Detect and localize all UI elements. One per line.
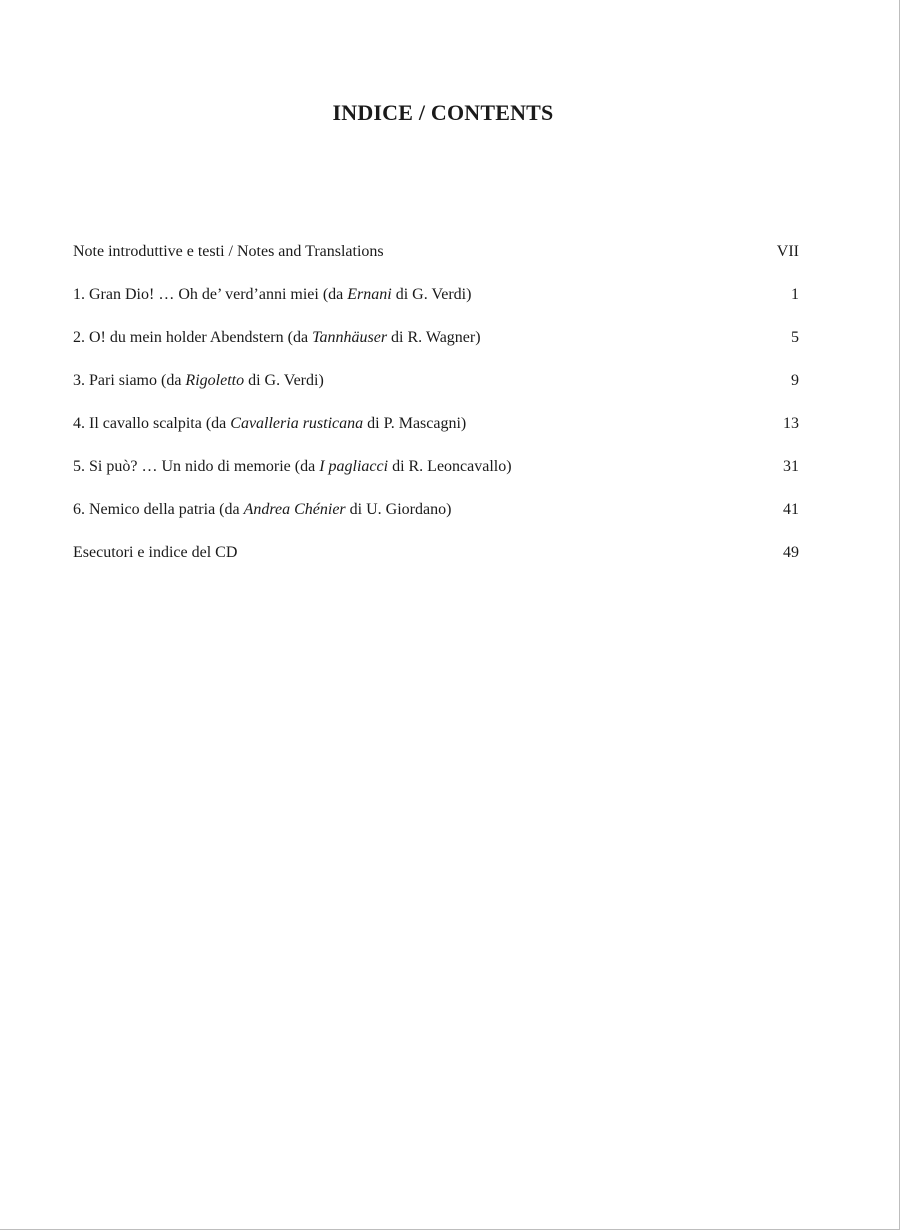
toc-entry-text: 6. Nemico della patria (da Andrea Chénier di U. Giordano): [73, 501, 452, 518]
toc-entry-6: [73, 498, 799, 541]
toc-page-number: 13: [783, 415, 799, 432]
toc-entry-text: 4. Il cavallo scalpita (da Cavalleria rusticana di P. Mascagni): [73, 415, 467, 432]
opera-title: I pagliacci: [319, 458, 389, 475]
opera-title: Cavalleria rusticana: [230, 415, 364, 432]
toc-page-number: 1: [791, 286, 799, 303]
toc-entry-text: Note introduttive e testi / Notes and Translations: [73, 243, 384, 260]
opera-title: Tannhäuser: [312, 329, 388, 346]
toc-page-number: VII: [776, 243, 799, 260]
opera-title: Ernani: [347, 286, 392, 303]
toc-entry-notes: [73, 240, 799, 283]
page-title: INDICE / CONTENTS: [332, 100, 554, 125]
opera-title: Andrea Chénier: [243, 501, 346, 518]
toc-page-number: 41: [783, 501, 799, 518]
toc-entry-text: 2. O! du mein holder Abendstern (da Tannhäuser di R. Wagner): [73, 329, 481, 346]
toc-entry-text: 3. Pari siamo (da Rigoletto di G. Verdi): [73, 372, 324, 389]
toc-page-number: 9: [791, 372, 799, 389]
toc-page-number: 49: [783, 544, 799, 561]
toc-entry-1: [73, 283, 799, 326]
toc-entry-text: Esecutori e indice del CD: [73, 544, 238, 561]
opera-title: Rigoletto: [185, 372, 245, 389]
toc-entry-5: [73, 455, 799, 498]
toc-entry-text: 5. Si può? … Un nido di memorie (da I pagliacci di R. Leoncavallo): [73, 458, 512, 475]
toc-page-number: 31: [783, 458, 799, 475]
toc-entry-2: [73, 326, 799, 369]
toc-entry-4: [73, 412, 799, 455]
toc-entry-cd: [73, 541, 799, 584]
toc-page-number: 5: [791, 329, 799, 346]
toc-entry-text: 1. Gran Dio! … Oh de’ verd’anni miei (da Ernani di G. Verdi): [73, 286, 472, 303]
toc-entry-3: [73, 369, 799, 412]
table-of-contents: [73, 240, 799, 584]
